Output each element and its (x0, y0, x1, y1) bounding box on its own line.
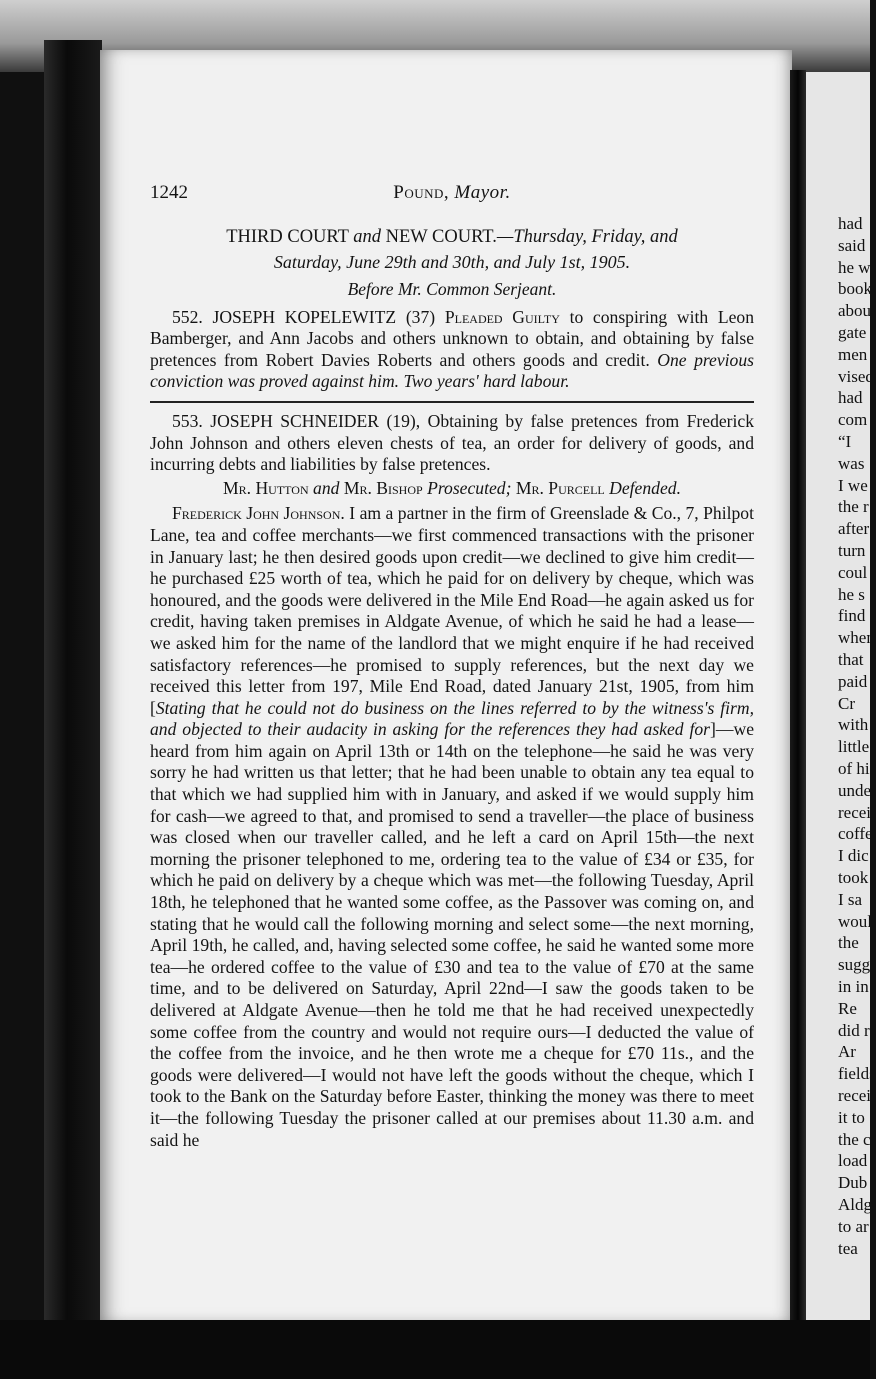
facing-page-fragment: it to (838, 1107, 865, 1127)
facing-page-fragment: was (838, 453, 865, 473)
court-name-a: THIRD COURT (226, 227, 349, 247)
facing-page-fragment: Ar (838, 1042, 856, 1062)
case-553-charge: Obtaining by false pretences from Frederick John Johnson and others eleven chests of tea, an order for delivery of goods, and incurring debts and liabilities by false pretences. (150, 410, 755, 475)
facing-page-fragment: Cr (838, 693, 855, 713)
facing-page-fragment: said (838, 235, 866, 255)
case-553-number: 553. (172, 410, 203, 431)
facing-page-fragment: after (838, 519, 870, 539)
case-552-defendant: JOSEPH KOPELEWITZ (212, 306, 397, 327)
facing-page-fragment: vised (838, 366, 874, 386)
facing-page-fragment: coul (838, 562, 868, 582)
facing-page-fragment: had (838, 388, 863, 408)
counsel-and: and (313, 477, 340, 498)
facing-page-fragment: with (838, 715, 869, 735)
running-title-name: Pound, (393, 182, 450, 203)
scan-background-bottom (0, 1320, 870, 1379)
facing-page-fragment: when (838, 628, 875, 648)
case-553-age: (19), (386, 410, 421, 431)
case-553-defendant: JOSEPH SCHNEIDER (210, 410, 379, 431)
facing-page-fragment: “I (838, 432, 852, 451)
facing-page-fragment: he s (838, 584, 865, 604)
facing-page-fragment: I dic (838, 846, 869, 866)
witness-testimony (150, 503, 754, 1151)
book-spine (44, 40, 102, 1340)
page-content (150, 182, 754, 1151)
section-divider (150, 401, 754, 403)
facing-page-fragment: sugg (838, 955, 871, 975)
facing-page-fragment: in in (838, 977, 869, 996)
facing-page-fragment: load (838, 1151, 868, 1171)
court-heading (150, 226, 754, 249)
counsel-defended: Defended. (609, 477, 681, 498)
running-head (150, 182, 754, 208)
facing-page-fragment: I sa (838, 889, 863, 909)
case-552 (150, 307, 754, 393)
facing-page-fragment: to ar (838, 1216, 869, 1236)
counsel-prosecuted: Prosecuted; (427, 477, 512, 498)
facing-page-fragment: Dub (838, 1173, 868, 1193)
facing-page-fragment: find (838, 606, 866, 626)
court-judge: Before Mr. Common Serjeant. (347, 279, 557, 299)
running-title (150, 182, 754, 204)
facing-page-fragment: com (838, 410, 868, 430)
testimony-letter-summary: Stating that he could not do business on the lines referred to by the witness's firm, and objected to their audacity in asking for the references they had asked for (150, 697, 754, 740)
facing-page-fragment: abou (838, 301, 872, 321)
case-552-age: (37) (405, 306, 436, 327)
case-552-charge: to conspiring with Leon Bamberger, and Ann Jacobs and others unknown to obtain, and obtaining by false pretences from Robert Davies Roberts and others goods and credit. (150, 306, 754, 370)
facing-page-fragment: did r (838, 1020, 870, 1040)
court-days: —Thursday, Friday, (496, 227, 646, 247)
witness-name: Frederick John Johnson. (172, 503, 345, 524)
facing-page-fragment: the r (838, 497, 869, 517)
case-552-number: 552. (172, 306, 203, 327)
facing-page-fragment: recei (838, 802, 872, 822)
facing-page-fragment: little (838, 737, 870, 757)
facing-page-fragment: gate (838, 323, 867, 342)
case-552-sentence: One previous conviction was proved against him. Two years' hard labour. (150, 349, 755, 392)
facing-page-fragment: the (838, 933, 859, 953)
facing-page-fragment: Aldg (838, 1195, 872, 1214)
counsel-prosecution-1: Mr. Hutton (223, 477, 309, 498)
court-name-b: NEW COURT. (385, 227, 497, 247)
facing-page-fragment: he w (838, 257, 871, 277)
facing-page (806, 72, 876, 1362)
facing-page-fragment: turn (838, 541, 866, 560)
court-and: and (353, 227, 381, 247)
facing-page-fragment: I we (838, 475, 868, 495)
facing-page-fragment: Re (838, 998, 857, 1018)
facing-page-fragment: paid (838, 671, 868, 691)
facing-page-fragment: had (838, 214, 863, 233)
case-553 (150, 411, 754, 476)
facing-page-fragment: the c (838, 1129, 871, 1149)
running-title-role: Mayor. (454, 182, 511, 203)
facing-page-fragment: coffe (838, 824, 873, 844)
court-and-2: and (650, 227, 678, 247)
book-gutter (790, 70, 806, 1360)
facing-page-fragment: of hi (838, 759, 870, 778)
court-dates: Saturday, June 29th and 30th, and July 1st, 1905. (273, 252, 631, 272)
facing-page-fragment: fields (838, 1064, 876, 1084)
facing-page-fragment: woul (838, 911, 872, 931)
counsel-line (150, 478, 754, 500)
facing-page-fragment: men (838, 344, 868, 364)
facing-page-fragment: recei (838, 1086, 872, 1105)
facing-page-fragment: unde (838, 780, 872, 800)
testimony-part-2: ]—we heard from him again on April 13th or 14th on the telephone—he said he was very sorry he had written us that letter; that he had been unable to obtain any tea equal to that which we had supplied him with in January, and asked if we would supply him for cash—we agreed to that, and promised to send a traveller—the place of business was closed when our traveller called, and he left a card on April 15th—the next morning the prisoner telephoned to me, ordering tea to the value of £34 or £35, for which he paid on delivery by a cheque which was met—the following Tuesday, April 18th, he telephoned that he wanted some coffee, as the Passover was coming on, and stating that he would call the following morning and select some—the next morning, April 19th, he called, and, having selected some coffee, he said he wanted some more tea—he ordered coffee to the value of £30 and tea to the value of £70 at the same time, and to be delivered on Saturday, April 22nd—I saw the goods taken to be delivered at Aldgate Avenue—then he told me that he had received unexpectedly some coffee from the country and would not require ours—I deducted the value of the coffee from the invoice, and he then wrote me a cheque for £70 11s., and the goods were delivered—I would not have left the goods without the cheque, which I took to the Bank on the Saturday before Easter, thinking the money was there to meet it—the following Tuesday the prisoner called at our premises about 11.30 a.m. and said he (150, 719, 754, 1150)
counsel-prosecution-2: Mr. Bishop (343, 477, 423, 498)
facing-page-fragment: that (838, 650, 864, 669)
page-number: 1242 (150, 182, 188, 203)
case-552-plea: Pleaded Guilty (444, 306, 560, 327)
testimony-part-1: I am a partner in the firm of Greenslade & Co., 7, Philpot Lane, tea and coffee merchants—we first commenced transactions with the prisoner in January last; he then desired goods upon credit—we declined to give him credit—he purchased £25 worth of tea, which he paid for on delivery by cheque, which was honoured, and the goods were delivered in the Mile End Road—he again asked us for credit, having taken premises in Aldgate Avenue, of which he said he had a lease—we asked him for the name of the landlord that we might enquire if he had received satisfactory references—he promised to supply references, but the next day we received this letter from 197, Mile End Road, dated January 21st, 1905, from him [ (150, 503, 754, 718)
facing-page-fragment: tea (838, 1238, 858, 1258)
counsel-defence: Mr. Purcell (515, 477, 605, 498)
facing-page-fragment: took (838, 868, 869, 887)
facing-page-fragment: book (838, 279, 872, 299)
